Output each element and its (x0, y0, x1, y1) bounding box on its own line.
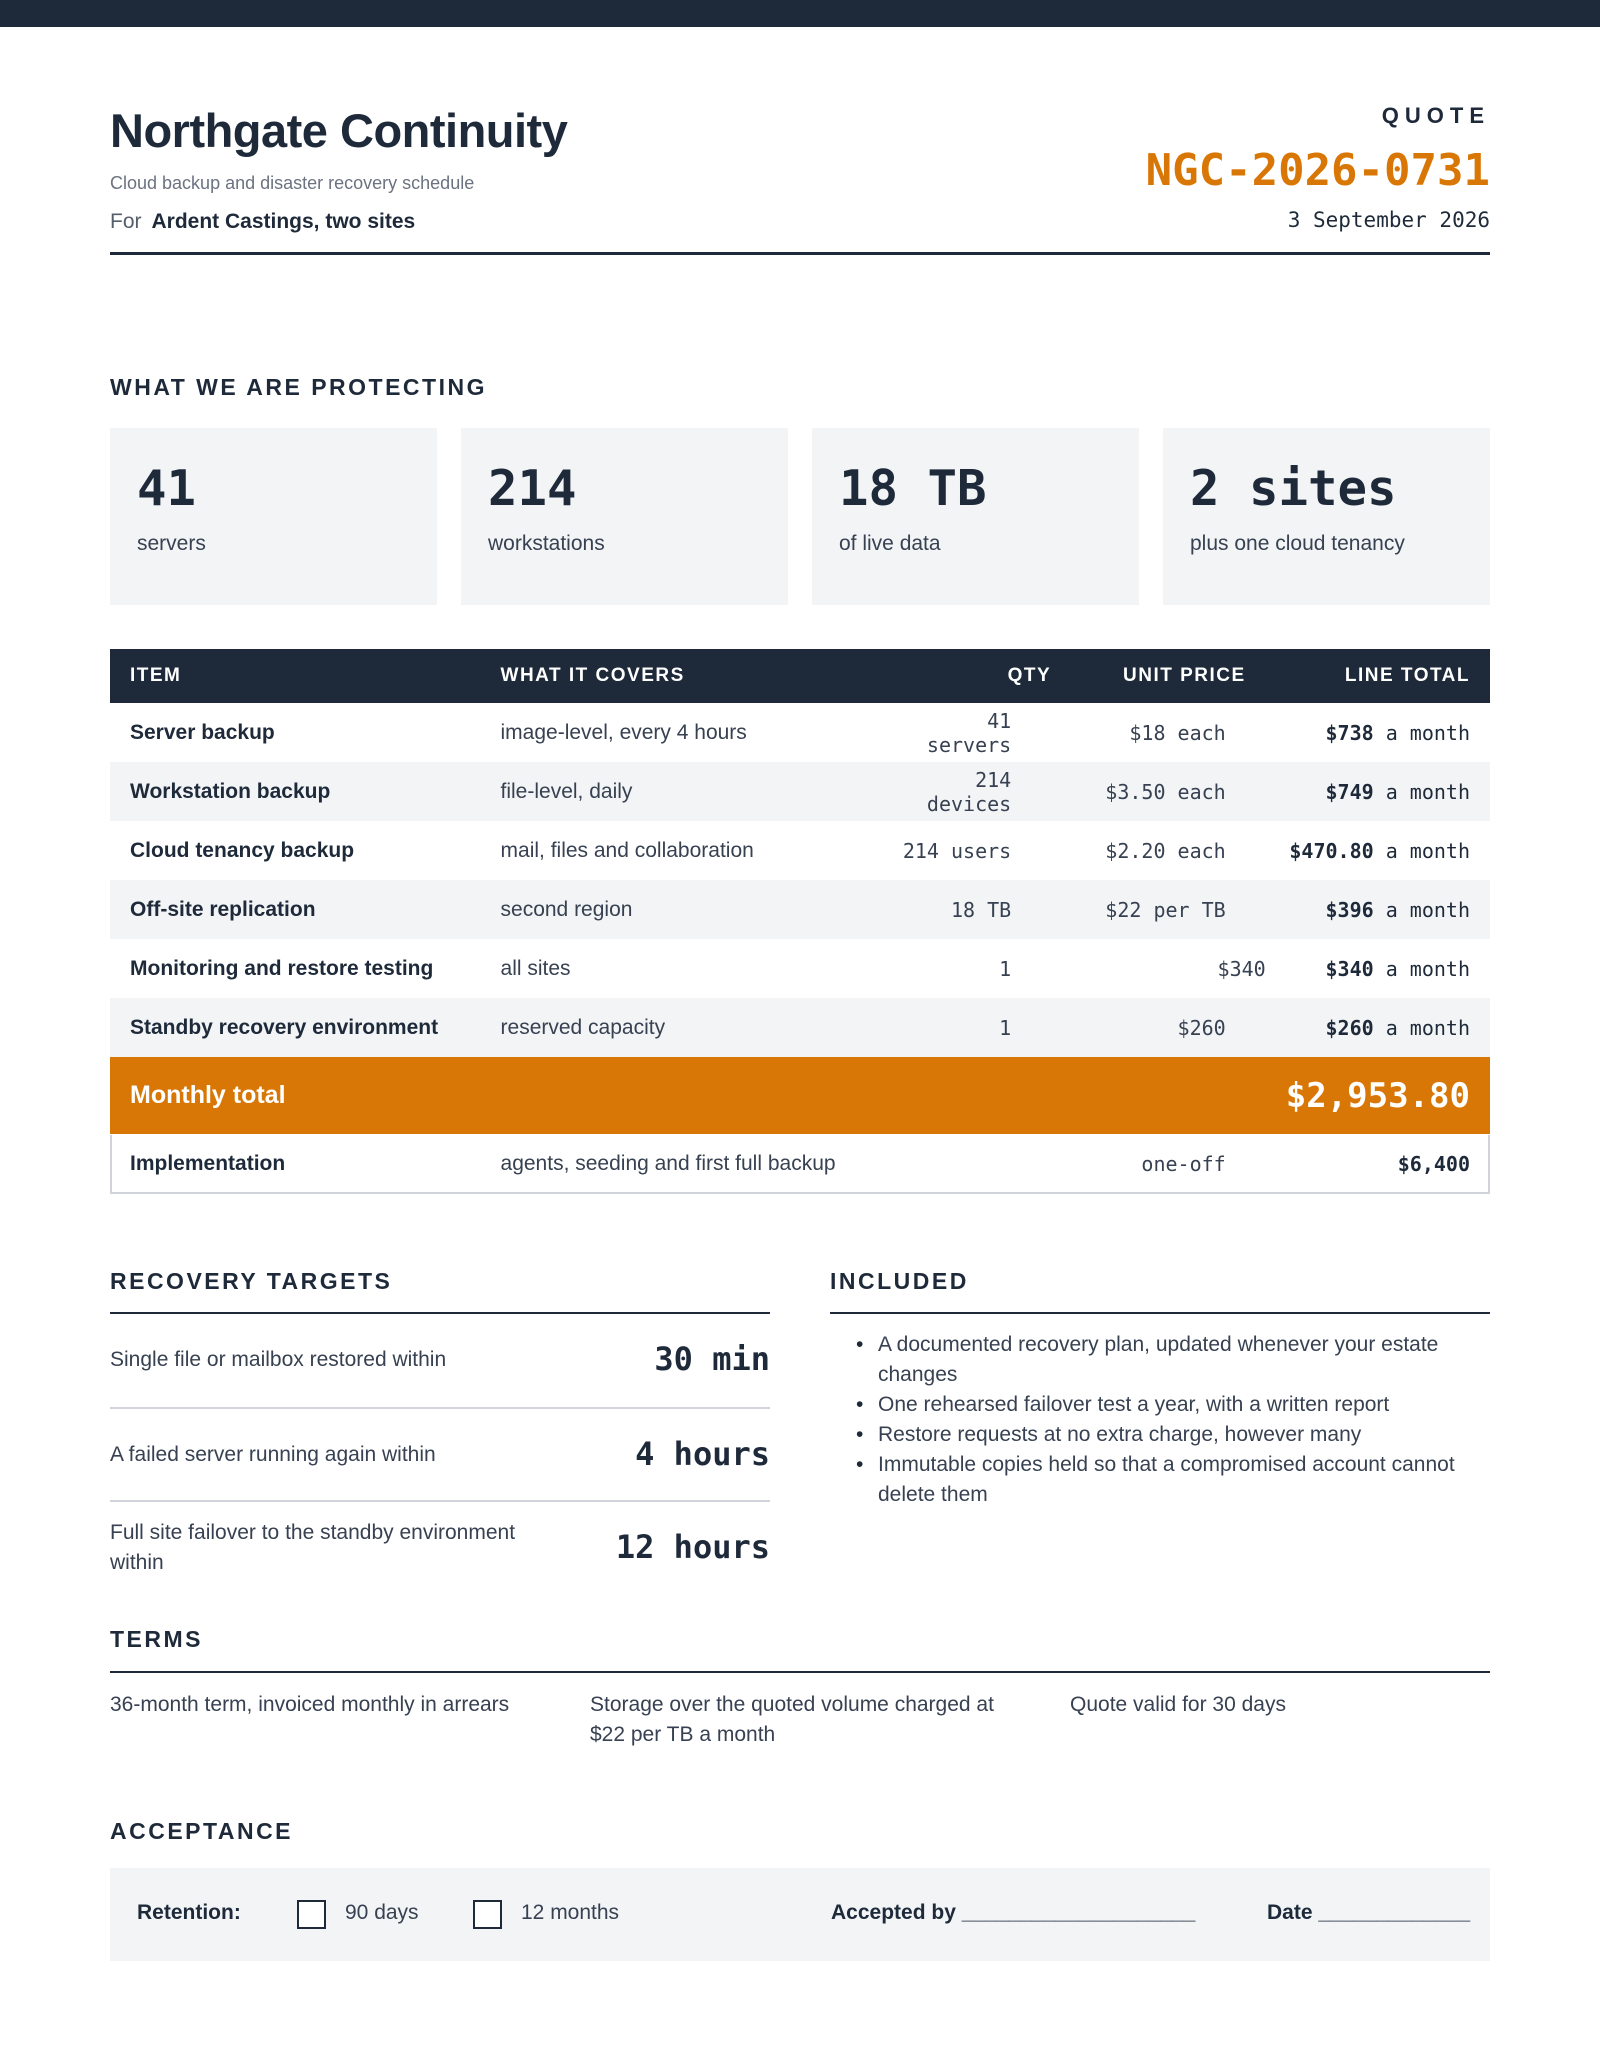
company-tagline: Cloud backup and disaster recovery schedule (110, 173, 475, 193)
recovery-target-value: 30 min (654, 1340, 770, 1378)
item-unit-price: $22 per TB (1071, 880, 1266, 939)
item-unit-price: $3.50 each (1071, 762, 1266, 821)
item-covers: image-level, every 4 hours (500, 720, 747, 744)
recovery-target (110, 1500, 770, 1600)
retention-90-days-label: 90 days (345, 1901, 419, 1924)
retention-label: Retention: (137, 1901, 241, 1924)
column-header-covers: WHAT IT COVERS (481, 649, 872, 703)
stat-label: servers (137, 532, 206, 555)
item-unit-price: $18 each (1129, 720, 1226, 745)
monthly-total-value: $2,953.80 (1266, 1057, 1490, 1134)
item-unit-price: $260 (1071, 998, 1266, 1057)
item-covers: file-level, daily (481, 762, 872, 821)
implementation-row (110, 1134, 1490, 1193)
stat-label: of live data (839, 532, 941, 555)
item-line-total: $340 a month (1325, 956, 1470, 981)
monthly-total-row (110, 1057, 1490, 1134)
item-covers: all sites (500, 956, 571, 980)
document-header (110, 95, 1490, 255)
recovery-target (110, 1312, 770, 1407)
table-row (110, 939, 1490, 998)
date-field[interactable]: Date _____________ (1267, 1901, 1471, 1924)
list-item: • One rehearsed failover test a year, with a written report (830, 1390, 1510, 1420)
stat-value: 41 (137, 460, 197, 517)
item-covers: reserved capacity (481, 998, 872, 1057)
item-line-total: $260 a month (1266, 998, 1490, 1057)
stat-card (110, 428, 437, 605)
recovery-target-value: 4 hours (635, 1435, 770, 1473)
item-qty: 18 TB (872, 880, 1071, 939)
divider (830, 1312, 1490, 1314)
recovery-target-label: Full site failover to the standby environment within (110, 1521, 516, 1574)
recovery-target (110, 1407, 770, 1500)
stat-label: workstations (488, 532, 605, 555)
pricing-table (110, 649, 1490, 1193)
item-name: Workstation backup (110, 762, 481, 821)
term-item: Quote valid for 30 days (1070, 1693, 1286, 1716)
stat-label: plus one cloud tenancy (1190, 532, 1405, 555)
table-row (110, 998, 1490, 1057)
for-label: For (110, 210, 142, 233)
acceptance-panel (110, 1868, 1490, 1961)
table-row (110, 880, 1490, 939)
column-header-unit-price: UNIT PRICE (1071, 649, 1266, 703)
monthly-total-label: Monthly total (110, 1057, 872, 1134)
document-type: QUOTE (1381, 103, 1490, 128)
recovery-target-value: 12 hours (615, 1528, 770, 1566)
list-item: • Immutable copies held so that a compromised account cannot delete them (830, 1450, 1510, 1510)
stat-card (1163, 428, 1490, 605)
divider (110, 1671, 1490, 1673)
item-line-total: $738 a month (1325, 720, 1470, 745)
table-row (110, 762, 1490, 821)
stat-value: 18 TB (839, 460, 987, 517)
item-name: Cloud tenancy backup (130, 838, 355, 862)
item-qty: 1 (999, 956, 1012, 981)
item-qty: 1 (872, 998, 1071, 1057)
column-header-item: ITEM (110, 649, 481, 703)
item-covers: second region (481, 880, 872, 939)
item-line-total: $749 a month (1266, 762, 1490, 821)
column-header-line-total: LINE TOTAL (1266, 649, 1490, 703)
client-line (110, 210, 415, 234)
recovery-target-label: A failed server running again within (110, 1443, 436, 1466)
item-line-total: $396 a month (1266, 880, 1490, 939)
recovery-target-label: Single file or mailbox restored within (110, 1348, 447, 1371)
term-item: 36-month term, invoiced monthly in arrears (110, 1693, 510, 1716)
section-title-recovery: RECOVERY TARGETS (110, 1268, 393, 1294)
stat-value: 2 sites (1190, 460, 1397, 517)
item-qty: 41 servers (926, 708, 1012, 757)
item-unit-price: one-off (1141, 1151, 1226, 1176)
table-header-row (110, 649, 1490, 703)
stat-card (812, 428, 1139, 605)
item-line-total: $470.80 a month (1289, 838, 1470, 863)
column-header-qty: QTY (872, 649, 1071, 703)
item-unit-price: $340 (1217, 956, 1266, 981)
item-name: Monitoring and restore testing (130, 956, 434, 980)
quote-number: NGC-2026-0731 (1145, 145, 1490, 196)
retention-90-days-checkbox[interactable] (297, 1900, 326, 1929)
item-name: Standby recovery environment (110, 998, 481, 1057)
item-unit-price: $2.20 each (1105, 838, 1226, 863)
stat-card (461, 428, 788, 605)
section-title-included: INCLUDED (830, 1268, 969, 1294)
quote-date: 3 September 2026 (1287, 208, 1490, 232)
retention-12-months-checkbox[interactable] (473, 1900, 502, 1929)
stat-value: 214 (488, 460, 577, 517)
section-title-acceptance: ACCEPTANCE (110, 1818, 294, 1844)
list-item: • Restore requests at no extra charge, however many (830, 1420, 1510, 1450)
company-name: Northgate Continuity (110, 104, 568, 157)
item-name: Off-site replication (110, 880, 481, 939)
item-covers: mail, files and collaboration (500, 838, 754, 862)
table-row (110, 821, 1490, 880)
retention-12-months-label: 12 months (521, 1901, 620, 1924)
item-name: Server backup (130, 720, 275, 744)
item-qty: 214 users (902, 838, 1012, 863)
item-qty: 214 devices (872, 762, 1071, 821)
term-item: Storage over the quoted volume charged at $22 per TB a month (590, 1693, 994, 1746)
section-title-terms: TERMS (110, 1626, 203, 1652)
item-line-total: $6,400 (1397, 1151, 1470, 1176)
top-bar (0, 0, 1600, 27)
table-row (110, 703, 1490, 762)
item-name: Implementation (130, 1151, 286, 1175)
accepted-by-field[interactable]: Accepted by ____________________ (831, 1901, 1196, 1924)
client-name: Ardent Castings, two sites (151, 210, 416, 233)
section-title-protecting: WHAT WE ARE PROTECTING (110, 374, 487, 400)
item-covers: agents, seeding and first full backup (500, 1151, 836, 1175)
included-list (830, 1330, 1510, 1510)
list-item: • A documented recovery plan, updated whenever your estate changes (830, 1330, 1510, 1390)
